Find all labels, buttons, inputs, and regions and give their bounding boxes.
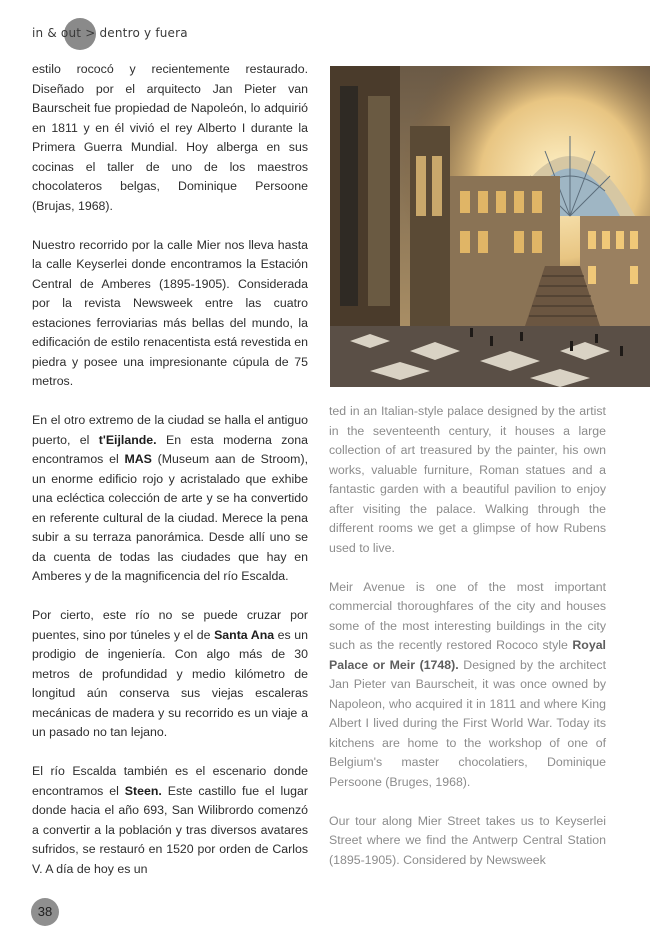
antwerp-central-station-photo	[330, 66, 650, 387]
section-title: in & out > dentro y fuera	[32, 26, 188, 40]
paragraph-text: (Museum aan de Stroom), un enorme edificio rojo y acristalado que exhibe una ecléctica colección de arte y se ha convertido en referente cultural de la ciudad. Merece la pena subir a su terraza panorámica. Desde allí uno se da cuenta de todas las ciudades que hay en Amberes y de la magnificencia del río Escalda.	[32, 452, 308, 583]
paragraph-text: Nuestro recorrido por la calle Mier nos lleva hasta la calle Keyserlei donde encontramos la Estación Central de Amberes (1895-1905). Considerada por la revista Newsweek entre las cuatro estaciones ferroviarias más bellas del mundo, la edificación de estilo renacentista está revestida en piedra y posee una impresionante cúpula de 75 metros.	[32, 237, 308, 388]
highlight-term: Steen.	[124, 783, 162, 798]
paragraph-text: Por cierto, este río no se puede cruzar por puentes, sino por túneles y el de	[32, 608, 308, 642]
page-number: 38	[37, 904, 53, 919]
highlight-term: Royal Palace or Meir (1748).	[329, 638, 606, 672]
paragraph-text: En el otro extremo de la ciudad se halla el antiguo puerto, el	[32, 413, 308, 447]
paragraph	[32, 411, 308, 587]
paragraph-text: El río Escalda también es el escenario donde encontramos el	[32, 764, 308, 798]
paragraph-text: En esta moderna zona encontramos el	[32, 432, 308, 466]
paragraph-text: es un prodigio de ingeniería. Con algo más de 30 metros de profundidad y medio kilómetro de longitud aún conserva sus viejas escaleras mecánicas de madera y su recorrido es un viaje a un pasado no tan lejano.	[32, 627, 308, 739]
station-hall-illustration	[330, 66, 650, 387]
section-header	[32, 24, 232, 48]
paragraph-text: estilo rococó y recientemente restaurado. Diseñado por el arquitecto Jan Pieter van Baurscheit fue propiedad de Napoleón, lo adquirió en 1811 y en él vivió el rey Alberto I durante la Primera Guerra Mundial. Hoy alberga en sus cocinas el taller de uno de los maestros chocolateros belgas, Dominique Persoone (Brujas, 1968).	[32, 62, 308, 213]
paragraph	[329, 812, 606, 871]
paragraph	[32, 606, 308, 743]
page-number-badge	[31, 898, 59, 926]
highlight-term: Santa Ana	[214, 627, 275, 642]
paragraph	[32, 236, 308, 392]
paragraph	[329, 578, 606, 793]
paragraph-text: Este castillo fue el lugar donde hacia el año 693, San Wilibrordo comenzó a convertir a la población y tras diversos avatares sufridos, se restauró en 1520 por orden de Carlos V. A día de hoy es un	[32, 783, 308, 876]
paragraph-text: Designed by the architect Jan Pieter van Baurscheit, it was once owned by Napoleon, who acquired it in 1811 and where King Albert I lived during the First World War. Today its kitchens are home to the workshop of one of Belgium's master chocolatiers, Dominique Persoone (Bruges, 1968).	[329, 657, 607, 789]
paragraph-text: ted in an Italian-style palace designed by the artist in the seventeenth century, it houses a large collection of art treasured by the painter, his own works, valuable furniture, Roman statues and a fantastic garden with a beautiful pavilion to enjoy after visiting the palace. Walking through the different rooms we get a glimpse of how Rubens used to live.	[329, 404, 606, 555]
highlight-term: t'Eijlande.	[98, 432, 157, 447]
english-column	[329, 402, 606, 870]
spanish-column	[32, 60, 308, 879]
paragraph-text: Meir Avenue is one of the most important commercial thoroughfares of the city and houses some of the most interesting buildings in the city such as the recently restored Rococo style	[329, 579, 606, 652]
highlight-term: MAS	[124, 452, 152, 466]
paragraph	[32, 60, 308, 216]
paragraph	[32, 762, 308, 879]
paragraph	[329, 402, 606, 558]
paragraph-text: Our tour along Mier Street takes us to Keyserlei Street where we find the Antwerp Central Station (1895-1905). Considered by Newsweek	[329, 813, 606, 867]
